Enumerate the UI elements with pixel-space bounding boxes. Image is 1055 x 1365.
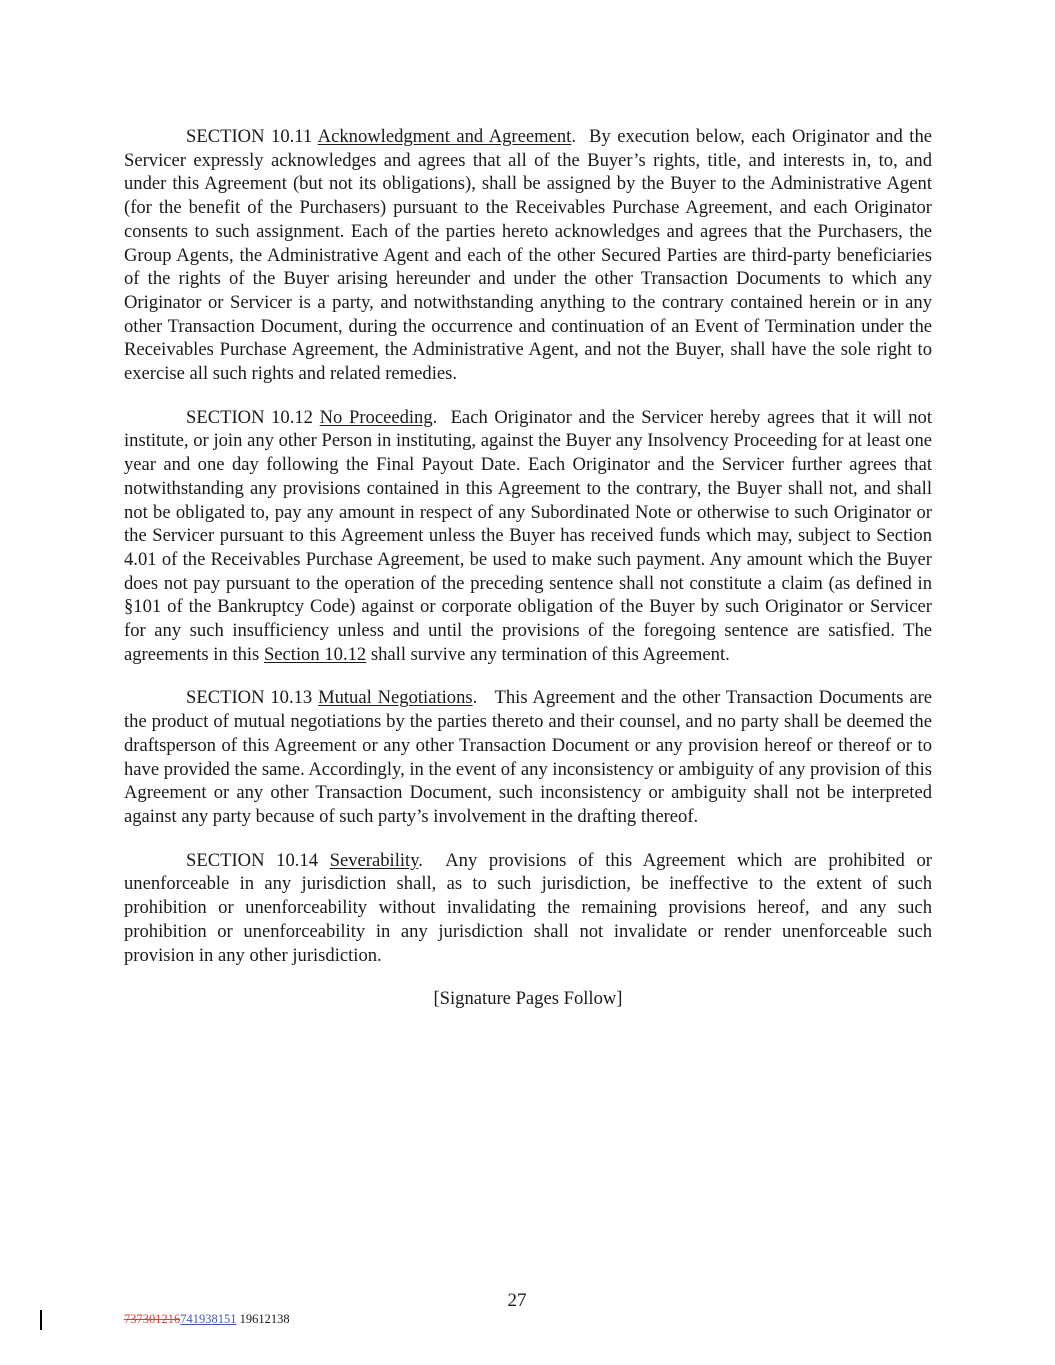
section-10-13: SECTION 10.13 Mutual Negotiations. This Agreement and the other Transaction Documents are the product of mutual negotiations by the parties thereto and their counsel, and no party shall be deemed the draftsperson of this Agreement or any other Transaction Document or any provision hereof or thereof or to have provided the same. Accordingly, in the event of any inconsistency or ambiguity of any provision of this Agreement or any other Transaction Document, such inconsistency or ambiguity shall not be interpreted against any party because of such party’s involvement in the drafting thereof. bbox=[124, 687, 933, 827]
section-heading: No Proceeding bbox=[319, 406, 433, 428]
section-body: By execution below, each Originator and the Servicer expressly acknowledges and agrees that all of the Buyer’s rights, title, and interests in, to, and under this Agreement (but not its obligations), shall be assigned by the Buyer to the Administrative Agent (for the benefit of the Purchasers) pursuant to the Receivables Purchase Agreement, and each Originator consents to such assignment. Each of the parties hereto acknowledges and agrees that the Purchasers, the Group Agents, the Administrative Agent and each of the other Secured Parties are third-party beneficiaries of the rights of the Buyer arising hereunder and under the other Transaction Documents to which any Originator or Servicer is a party, and notwithstanding anything to the contrary contained herein or in any other Transaction Document, during the occurrence and continuation of an Event of Termination under the Receivables Purchase Agreement, the Administrative Agent, and not the Buyer, shall have the sole right to exercise all such rights and related remedies. bbox=[124, 126, 932, 385]
footer-document-id bbox=[124, 1312, 290, 1327]
section-heading: Severability bbox=[329, 849, 419, 871]
section-body: This Agreement and the other Transaction Documents are the product of mutual negotiations by the parties thereto and their counsel, and no party shall be deemed the draftsperson of this Agreement or any other Transaction Document or any provision hereof or thereof or to have provided the same. Accordingly, in the event of any inconsistency or ambiguity of any provision of this Agreement or any other Transaction Document, such inconsistency or ambiguity shall not be interpreted against any party because of such party’s involvement in the drafting thereof. bbox=[124, 687, 933, 827]
section-number: SECTION 10.14 bbox=[186, 849, 318, 871]
section-heading: Acknowledgment and Agreement bbox=[317, 126, 572, 147]
section-10-12: SECTION 10.12 No Proceeding. Each Originator and the Servicer hereby agrees that it will not institute, or join any other Person in instituting, against the Buyer any Insolvency Proceeding for at least one year and one day following the Final Payout Date. Each Originator and the Servicer further agrees that notwithstanding any provisions contained in this Agreement to the contrary, the Buyer shall not, and shall not be obligated to, pay any amount in respect of any Subordinated Note or otherwise to such Originator or the Servicer pursuant to this Agreement unless the Buyer has received funds which may, subject to Section 4.01 of the Receivables Purchase Agreement, be used to make such payment. Any amount which the Buyer does not pay pursuant to the operation of the preceding sentence shall not constitute a claim (as defined in §101 of the Bankruptcy Code) against or corporate obligation of the Buyer by such Originator or Servicer for any such insufficiency unless and until the provisions of the foregoing sentence are satisfied. The agreements in this Section 10.12 shall survive any termination of this Agreement. bbox=[124, 406, 933, 665]
section-number: SECTION 10.12 bbox=[186, 406, 313, 428]
section-10-14: SECTION 10.14 Severability. Any provisions of this Agreement which are prohibited or unenforceable in any jurisdiction shall, as to such jurisdiction, be ineffective to the extent of such prohibition or unenforceability without invalidating the remaining provisions hereof, and any such prohibition or unenforceability in any jurisdiction shall not invalidate or render unenforceable such provision in any other jurisdiction. bbox=[124, 849, 932, 966]
cross-reference: Section 10.12 bbox=[263, 643, 367, 665]
section-heading: Mutual Negotiations bbox=[318, 687, 473, 709]
change-bar bbox=[40, 1310, 42, 1330]
document-body bbox=[124, 125, 932, 1011]
section-number: SECTION 10.11 bbox=[186, 126, 313, 147]
signature-note: [Signature Pages Follow] bbox=[433, 988, 623, 1010]
section-body: Each Originator and the Servicer hereby agrees that it will not institute, or join any other Person in instituting, against the Buyer any Insolvency Proceeding for at least one year and one day following the Final Payout Date. Each Originator and the Servicer further agrees that notwithstanding any provisions contained in this Agreement to the contrary, the Buyer shall not, and shall not be obligated to, pay any amount in respect of any Subordinated Note or otherwise to such Originator or the Servicer pursuant to this Agreement unless the Buyer has received funds which may, subject to Section 4.01 of the Receivables Purchase Agreement, be used to make such payment. Any amount which the Buyer does not pay pursuant to the operation of the preceding sentence shall not constitute a claim (as defined in §101 of the Bankruptcy Code) against or corporate obligation of the Buyer by such Originator or Servicer for any such insufficiency unless and until the provisions of the foregoing sentence are satisfied. The agreements in this bbox=[124, 406, 933, 665]
page-number: 27 bbox=[507, 1290, 527, 1311]
deleted-doc-id: 737301216 bbox=[124, 1312, 181, 1326]
section-10-11: SECTION 10.11 Acknowledgment and Agreement. By execution below, each Originator and the Servicer expressly acknowledges and agrees that all of the Buyer’s rights, title, and interests in, to, and under this Agreement (but not its obligations), shall be assigned by the Buyer to the Administrative Agent (for the benefit of the Purchasers) pursuant to the Receivables Purchase Agreement, and each Originator consents to such assignment. Each of the parties hereto acknowledges and agrees that the Purchasers, the Group Agents, the Administrative Agent and each of the other Secured Parties are third-party beneficiaries of the rights of the Buyer arising hereunder and under the other Transaction Documents to which any Originator or Servicer is a party, and notwithstanding anything to the contrary contained herein or in any other Transaction Document, during the occurrence and continuation of an Event of Termination under the Receivables Purchase Agreement, the Administrative Agent, and not the Buyer, shall have the sole right to exercise all such rights and related remedies. bbox=[124, 126, 932, 385]
inserted-doc-id: 741938151 bbox=[180, 1312, 237, 1326]
section-body-continued: shall survive any termination of this Agreement. bbox=[370, 643, 730, 665]
section-number: SECTION 10.13 bbox=[186, 687, 313, 709]
current-doc-id: 19612138 bbox=[239, 1312, 290, 1326]
section-body: Any provisions of this Agreement which are prohibited or unenforceable in any jurisdiction shall, as to such jurisdiction, be ineffective to the extent of such prohibition or unenforceability without invalidating the remaining provisions hereof, and any such prohibition or unenforceability in any jurisdiction shall not invalidate or render unenforceable such provision in any other jurisdiction. bbox=[124, 849, 932, 966]
